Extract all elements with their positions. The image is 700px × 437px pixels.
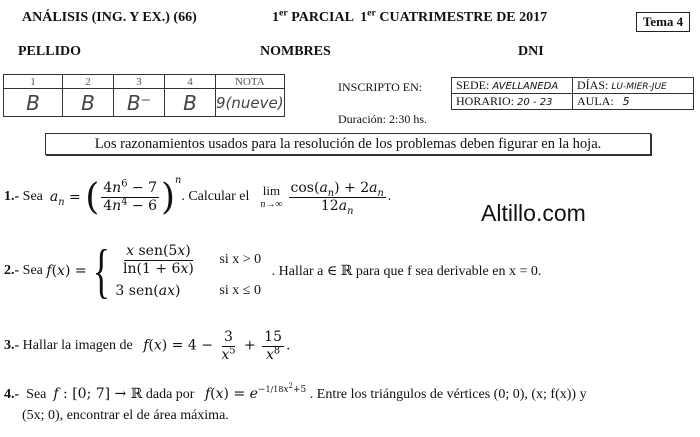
- lim-label: lim: [262, 182, 281, 198]
- grade-header-2: 2: [63, 75, 114, 89]
- problem-3-number: 3.-: [4, 338, 20, 353]
- case-1-condition: si x > 0: [219, 252, 262, 267]
- duration-text: Duración: 2:30 hs.: [338, 112, 427, 126]
- problem-2-number: 2.-: [4, 263, 20, 278]
- sede-label: SEDE:: [456, 78, 490, 92]
- grade-value-4: B: [165, 89, 216, 117]
- problem-4-line-1: 4.- Sea f : [0; 7] → ℝ dada por $f(x) = e^{-1/18x^2+5}$ . Entre los triángulos de vértices (0; 0), (x; f(x)) y: [4, 382, 587, 402]
- case-1-expression: $\frac{\text{x sen(5x)}}{\ln(1 + 6x)}$: [123, 243, 194, 277]
- grades-header-row: [4, 75, 285, 89]
- problem-4-formula: $f(x) = e^{-1/18x^2+5}$: [204, 382, 307, 402]
- aula-cell: [573, 94, 694, 110]
- horario-cell: [452, 94, 573, 110]
- exam-num: 1: [272, 10, 279, 25]
- left-brace: {: [92, 238, 110, 304]
- sede-value: AVELLANEDA: [492, 81, 559, 92]
- grade-header-4: 4: [165, 75, 216, 89]
- grade-value-1: B: [4, 89, 63, 117]
- problem-4-domain: f : [0; 7] → ℝ: [53, 386, 143, 402]
- sede-cell: [452, 78, 573, 94]
- case-1: [115, 243, 261, 276]
- dias-cell: [573, 78, 694, 94]
- horario-label: HORARIO:: [456, 94, 515, 108]
- limit-expression: $\frac{\cos(a_n) + 2a_n}{12a_n}$: [290, 180, 384, 217]
- course-title: ANÁLISIS (ING. Y EX.) (66): [22, 10, 197, 25]
- term-num: 1: [360, 10, 368, 25]
- horario-value: 20 - 23: [517, 97, 553, 108]
- grades-table: [3, 74, 285, 117]
- aula-value: 5: [622, 95, 630, 108]
- limit-operator: [258, 184, 284, 210]
- grade-value-3: B⁻: [114, 89, 165, 117]
- exam-word: PARCIAL: [291, 10, 354, 25]
- problem-2-rest: . Hallar a ∈ ℝ para que f sea derivable en x = 0.: [271, 263, 542, 279]
- problem-1: 1.- Sea $a_n$ = ( $\frac{4n^6 - 7}{4n^4 - 6}$ )$^n$ . Calcular el lim n→∞ $\frac{\cos(a_n) + 2a_n}{12a_n}$ .: [4, 175, 392, 218]
- dni-label: DNI: [518, 44, 544, 59]
- tema-box: Tema 4: [636, 12, 690, 32]
- problem-4-line-2: (5x; 0), encontrar el de área máxima.: [22, 408, 229, 423]
- problem-4-number: 4.-: [4, 387, 20, 402]
- problem-1-lead: Sea: [22, 189, 43, 204]
- notice-box: Los razonamientos usados para la resolución de los problemas deben figurar en la hoja.: [45, 133, 651, 155]
- dias-value: LU-MIER-JUE: [611, 82, 667, 92]
- term-sup: er: [367, 7, 376, 19]
- grade-value-nota: 9(nueve): [216, 89, 285, 117]
- term-word: CUATRIMESTRE DE 2017: [379, 10, 548, 25]
- piecewise-function: f(x) =: [46, 263, 87, 279]
- problem-3-text: Hallar la imagen de: [22, 338, 133, 353]
- problem-2: [4, 236, 541, 306]
- enrollment-table: [451, 77, 694, 110]
- problem-4-rest: . Entre los triángulos de vértices (0; 0), (x; f(x)) y: [309, 387, 587, 402]
- piecewise-cases: [115, 243, 261, 298]
- case-2: [115, 283, 261, 299]
- problem-2-lead: Sea: [22, 263, 43, 278]
- lim-subscript: n→∞: [260, 198, 283, 210]
- apellido-label: PELLIDO: [18, 44, 82, 59]
- sequence-formula: $a_n$ = ( $\frac{4n^6 - 7}{4n^4 - 6}$ )$^n$: [49, 175, 182, 218]
- problem-1-mid: . Calcular el: [181, 189, 250, 204]
- aula-label: AULA:: [577, 94, 614, 108]
- grade-header-nota: NOTA: [216, 75, 285, 89]
- case-2-condition: si x ≤ 0: [219, 282, 261, 298]
- grade-header-1: 1: [4, 75, 63, 89]
- grade-value-2: B: [63, 89, 114, 117]
- case-2-expression: 3 sen(ax): [115, 282, 181, 299]
- grade-header-3: 3: [114, 75, 165, 89]
- dias-label: DÍAS:: [577, 78, 609, 92]
- problem-1-number: 1.-: [4, 189, 20, 204]
- enrollment-row-1: [452, 78, 694, 94]
- exam-title: [272, 7, 548, 26]
- inscripto-label: INSCRIPTO EN:: [338, 80, 423, 94]
- grades-value-row: [4, 89, 285, 117]
- problem-4-lead: Sea: [26, 387, 47, 402]
- problem-3-formula: f(x) = 4 − $\frac{3}{x^5}$ + $\frac{15}{x^8}$ .: [143, 329, 291, 363]
- problem-3: [4, 326, 290, 366]
- enrollment-row-2: [452, 94, 694, 110]
- watermark-logo: Altillo.com: [481, 200, 586, 226]
- exam-sup: er: [279, 7, 288, 19]
- nombres-label: NOMBRES: [260, 44, 331, 59]
